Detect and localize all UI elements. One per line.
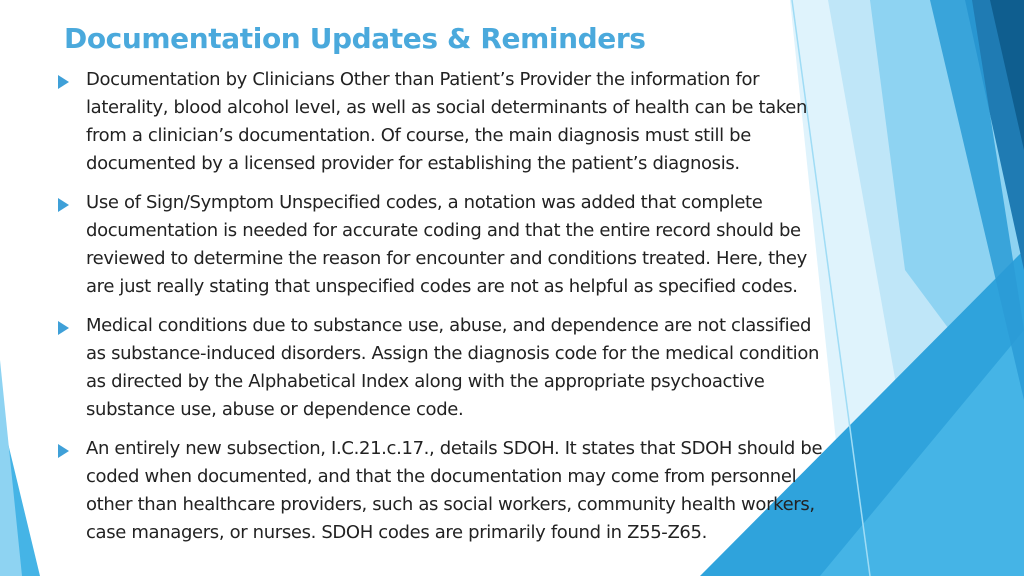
- slide-title: Documentation Updates & Reminders: [64, 22, 646, 55]
- bullet-line: from a clinician’s documentation. Of course, the main diagnosis must still be: [86, 125, 751, 146]
- bullet-line: as substance-induced disorders. Assign the diagnosis code for the medical condition: [86, 343, 820, 364]
- bullet-line: Documentation by Clinicians Other than Patient’s Provider the information for: [86, 69, 760, 90]
- bullet-line: Medical conditions due to substance use, abuse, and dependence are not classified: [86, 315, 812, 336]
- bullet-line: as directed by the Alphabetical Index along with the appropriate psychoactive: [86, 371, 765, 392]
- triangle-bullet-icon: [58, 444, 69, 458]
- bullet-list: [58, 66, 888, 547]
- bullet-line: documentation is needed for accurate coding and that the entire record should be: [86, 220, 801, 241]
- bullet-line: documented by a licensed provider for establishing the patient’s diagnosis.: [86, 153, 740, 174]
- bullet-line: An entirely new subsection, I.C.21.c.17., details SDOH. It states that SDOH should be: [86, 438, 823, 459]
- bullet-item-documentation-by-clinicians: [58, 66, 888, 178]
- triangle-bullet-icon: [58, 75, 69, 89]
- bullet-line: other than healthcare providers, such as social workers, community health workers,: [86, 494, 815, 515]
- bullet-line: are just really stating that unspecified codes are not as helpful as specified codes.: [86, 276, 798, 297]
- bullet-line: reviewed to determine the reason for encounter and conditions treated. Here, they: [86, 248, 807, 269]
- bullet-line: laterality, blood alcohol level, as well as social determinants of health can be taken: [86, 97, 808, 118]
- triangle-bullet-icon: [58, 198, 69, 212]
- bullet-line: coded when documented, and that the documentation may come from personnel: [86, 466, 797, 487]
- bullet-line: Use of Sign/Symptom Unspecified codes, a notation was added that complete: [86, 192, 763, 213]
- bullet-line: case managers, or nurses. SDOH codes are primarily found in Z55-Z65.: [86, 522, 708, 543]
- bullet-line: substance use, abuse or dependence code.: [86, 399, 464, 420]
- bullet-item-sdoh-subsection: [58, 435, 888, 547]
- bullet-item-substance-use: [58, 312, 888, 424]
- triangle-bullet-icon: [58, 321, 69, 335]
- bullet-item-unspecified-codes: [58, 189, 888, 301]
